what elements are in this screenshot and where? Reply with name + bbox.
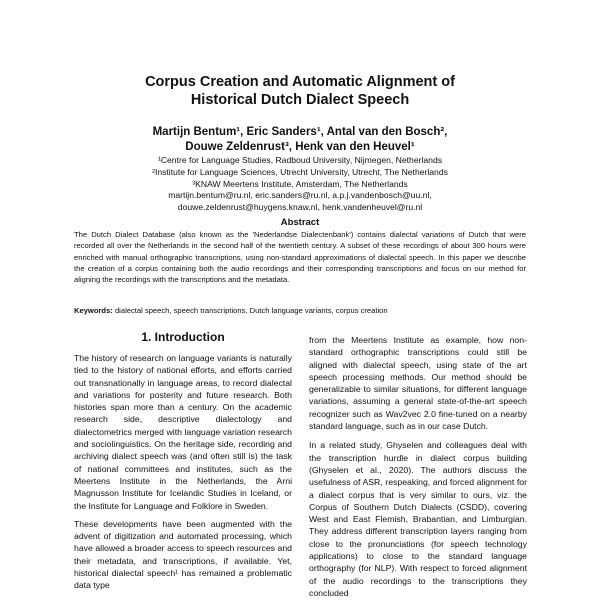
keywords (74, 306, 526, 315)
right-paragraph-1: from the Meertens Institute as example, how non-standard orthographic transcriptions could still be aligned with dialectal speech, using state of the art speech processing methods. Our method should be generalizable to similar situations, for different language variations, assuming a general state-of-the-art speech recognizer such as Wav2vec 2.0 fine-tuned on a nearby standard language, such as in our case Dutch. (309, 335, 527, 432)
paper-title (0, 73, 600, 109)
section-heading-introduction: 1. Introduction (141, 330, 225, 344)
title-line-2: Historical Dutch Dialect Speech (190, 92, 410, 108)
emails-line-1: martijn.bentum@ru.nl, eric.sanders@ru.nl, a.p.j.vandenbosch@uu.nl, (168, 190, 432, 201)
affiliations (0, 155, 600, 214)
right-column (309, 334, 527, 606)
left-paragraph-1: The history of research on language variants is naturally tied to the history of national efforts, and efforts carried out transnationally in language areas, to record dialectal and variations for posterity and future research. Both histories span more than a century. On the academic research side, descriptive dialectology and dialectometrics merged with language variation research and sociolinguistics. On the heritage side, recording and archiving dialect speech was (and often still is) the task of national committees and institutes, such as the Meertens Institute in the Netherlands, the Arni Magnusson Institute for Icelandic Studies in Iceland, or the Institute for Language and Folklore in Sweden. (74, 353, 292, 511)
abstract-heading: Abstract (280, 217, 320, 228)
affiliation-1: ¹Centre for Language Studies, Radboud University, Nijmegen, Netherlands (157, 155, 443, 165)
left-paragraph-2: These developments have been augmented with the advent of digitization and automated processing, which have allowed a broader access to speech resources and their metadata, and transcriptions, if available. Yet, historical dialectal speech¹ has remained a problematic data type (74, 518, 292, 591)
keywords-text: dialectal speech, speech transcriptions, Dutch language variants, corpus creation (112, 306, 388, 315)
authors-line-2: Douwe Zeldenrust³, Henk van den Heuvel¹ (185, 141, 415, 153)
affiliation-3: ³KNAW Meertens Institute, Amsterdam, The Netherlands (192, 178, 408, 189)
title-line-1: Corpus Creation and Automatic Alignment of (145, 74, 455, 90)
affiliation-2: ²Institute for Language Sciences, Utrecht University, Utrecht, The Netherlands (152, 166, 448, 177)
authors-line-1: Martijn Bentum¹, Eric Sanders¹, Antal van den Bosch², (152, 126, 448, 138)
keywords-label: Keywords: (74, 306, 113, 315)
emails-line-2: douwe.zeldenrust@huygens.knaw.nl, henk.vandenheuvel@ru.nl (177, 202, 423, 213)
left-column (74, 330, 292, 598)
author-list (0, 125, 600, 155)
abstract-text: The Dutch Dialect Database (also known as the 'Nederlandse Dialectenbank') contains dialectal variations of Dutch that were recorded all over the Netherlands in the second half of the twentieth century. A subset of these recordings of about 300 hours were enriched with manual orthographic transcriptions, using non-standard approximations of dialectal speech. In this paper we describe the creation of a corpus containing both the audio recordings and their corresponding transcriptions and focus on our method for aligning the recordings with the transcriptions and the metadata. (74, 230, 526, 285)
right-paragraph-2: In a related study, Ghyselen and colleagues deal with the transcription hurdle in dialect corpus building (Ghyselen et al., 2020). The authors discuss the usefulness of ASR, respeaking, and forced alignment for a dialect corpus that is very similar to ours, viz. the Corpus of Southern Dutch Dialects (CSDD), covering West and East Flemish, Brabantian, and Limburgian. They address different transcription layers ranging from close to the pronunciations (for speech technology applications) to close to the standard language orthography (for NLP). With respect to forced alignment of the audio recordings to the transcriptions they concluded (309, 440, 527, 598)
